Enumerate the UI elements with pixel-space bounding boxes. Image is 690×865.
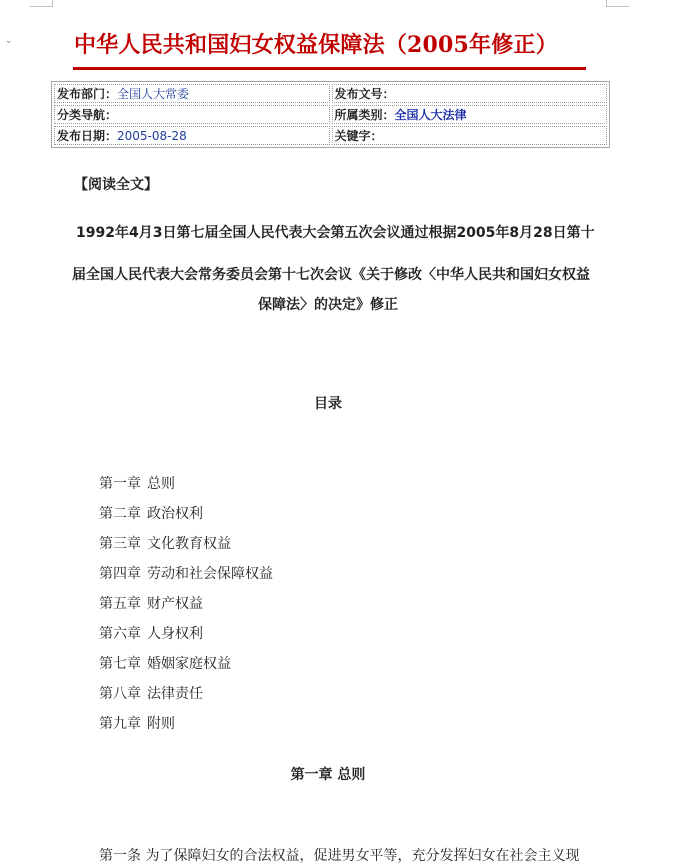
subtitle-line-3: 保障法〉的决定》修正 bbox=[258, 297, 398, 313]
toc-chapter-name: 总则 bbox=[147, 476, 175, 492]
date-cell bbox=[54, 126, 330, 145]
toc-chapter-number: 第八章 bbox=[99, 686, 141, 702]
toc-item bbox=[99, 685, 273, 715]
category-nav-label: 分类导航： bbox=[57, 108, 118, 122]
article-paragraph: 第一条 为了保障妇女的合法权益，促进男女平等，充分发挥妇女在社会主义现 bbox=[99, 848, 580, 864]
toc-chapter-name: 附则 bbox=[147, 716, 175, 732]
toc-item bbox=[99, 595, 273, 625]
keywords-label: 关键字： bbox=[334, 129, 383, 143]
toc-chapter-name: 劳动和社会保障权益 bbox=[147, 566, 273, 582]
date-label: 发布日期： bbox=[57, 129, 118, 143]
toc-chapter-name: 人身权利 bbox=[147, 626, 203, 642]
date-value: 2005-08-28 bbox=[117, 129, 187, 143]
toc-chapter-name: 财产权益 bbox=[147, 596, 203, 612]
toc-item bbox=[99, 505, 273, 535]
doc-number-label: 发布文号： bbox=[334, 87, 395, 101]
chapter-heading: 第一章 总则 bbox=[290, 767, 366, 783]
keywords-cell bbox=[332, 126, 608, 145]
toc-chapter-number: 第九章 bbox=[99, 716, 141, 732]
table-row bbox=[54, 126, 607, 145]
table-row bbox=[54, 105, 607, 124]
toc-item bbox=[99, 715, 273, 745]
toc-chapter-name: 政治权利 bbox=[147, 506, 203, 522]
toc-chapter-number: 第三章 bbox=[99, 536, 141, 552]
metadata-table bbox=[51, 81, 610, 148]
table-row bbox=[54, 84, 607, 103]
toc-chapter-number: 第五章 bbox=[99, 596, 141, 612]
category-label: 所属类别： bbox=[334, 108, 395, 122]
toc-chapter-name: 法律责任 bbox=[147, 686, 203, 702]
category-nav-cell bbox=[54, 105, 330, 124]
toc-chapter-number: 第六章 bbox=[99, 626, 141, 642]
toc-chapter-number: 第二章 bbox=[99, 506, 141, 522]
toc-item bbox=[99, 535, 273, 565]
department-label: 发布部门： bbox=[57, 87, 118, 101]
toc-chapter-number: 第四章 bbox=[99, 566, 141, 582]
subtitle-line-2: 届全国人民代表大会常务委员会第十七次会议《关于修改〈中华人民共和国妇女权益 bbox=[72, 267, 590, 283]
department-value[interactable]: 全国人大常委 bbox=[117, 87, 190, 101]
document-title: 中华人民共和国妇女权益保障法（2005年修正） bbox=[74, 32, 558, 58]
toc-chapter-name: 文化教育权益 bbox=[147, 536, 231, 552]
subtitle-line-1: 1992年4月3日第七届全国人民代表大会第五次会议通过根据2005年8月28日第十 bbox=[76, 225, 595, 241]
table-of-contents bbox=[99, 475, 273, 745]
toc-title: 目录 bbox=[314, 396, 342, 412]
category-value[interactable]: 全国人大法律 bbox=[394, 108, 467, 122]
read-full-text-link[interactable]: 【阅读全文】 bbox=[74, 177, 158, 193]
category-cell bbox=[332, 105, 608, 124]
toc-item bbox=[99, 655, 273, 685]
toc-chapter-name: 婚姻家庭权益 bbox=[147, 656, 231, 672]
crop-mark-left bbox=[30, 0, 53, 7]
doc-number-cell bbox=[332, 84, 608, 103]
toc-item bbox=[99, 565, 273, 595]
crop-mark-right bbox=[606, 0, 629, 7]
toc-item bbox=[99, 475, 273, 505]
toc-item bbox=[99, 625, 273, 655]
margin-marker-icon: ⌄ bbox=[5, 36, 13, 46]
toc-chapter-number: 第一章 bbox=[99, 476, 141, 492]
department-cell bbox=[54, 84, 330, 103]
toc-chapter-number: 第七章 bbox=[99, 656, 141, 672]
title-underline bbox=[73, 67, 586, 70]
